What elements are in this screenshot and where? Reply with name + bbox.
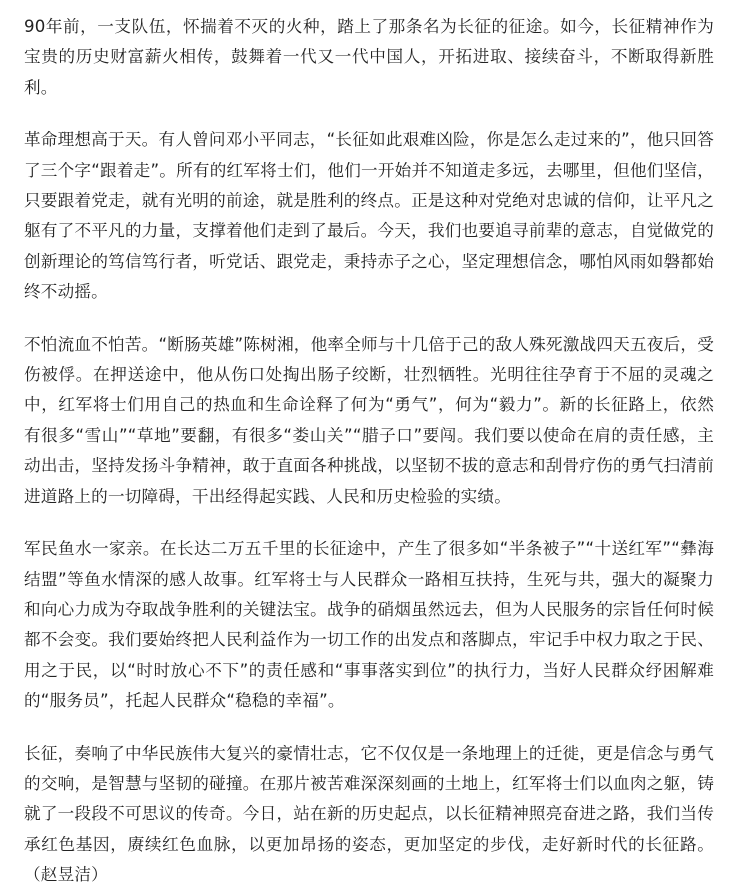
article-body bbox=[24, 12, 714, 891]
paragraph-bravery: 不怕流血不怕苦。“断肠英雄”陈树湘，他率全师与十几倍于己的敌人殊死激战四天五夜后，受伤被俘。在押送途中，他从伤口处掏出肠子绞断，壮烈牺牲。光明往往孕育于不屈的灵魂之中，红军将士们用自己的热血和生命诠释了何为“勇气”，何为“毅力”。新的长征路上，依然有很多“雪山”“草地”要翻，有很多“娄山关”“腊子口”要闯。我们要以使命在肩的责任感，主动出击，坚持发扬斗争精神，敢于直面各种挑战，以坚韧不拔的意志和刮骨疗伤的勇气扫清前进道路上的一切障碍，干出经得起实践、人民和历史检验的实绩。 bbox=[24, 334, 714, 506]
paragraph-revolutionary-ideals: 革命理想高于天。有人曾问邓小平同志，“长征如此艰难凶险，你是怎么走过来的”，他只回答了三个字“跟着走”。所有的红军将士们，他们一开始并不知道走多远，去哪里，但他们坚信，只要跟着党走，就有光明的前途，就是胜利的终点。正是这种对党绝对忠诚的信仰，让平凡之躯有了不平凡的力量，支撑着他们走到了最后。今天，我们也要追寻前辈的意志，自觉做党的创新理论的笃信笃行者，听党话、跟党走，秉持赤子之心，坚定理想信念，哪怕风雨如磐都始终不动摇。 bbox=[24, 130, 714, 302]
paragraph-army-people: 军民鱼水一家亲。在长达二万五千里的长征途中，产生了很多如“半条被子”“十送红军”“彝海结盟”等鱼水情深的感人故事。红军将士与人民群众一路相互扶持，生死与共，强大的凝聚力和向心力成为夺取战争胜利的关键法宝。战争的硝烟虽然远去，但为人民服务的宗旨任何时候都不会变。我们要始终把人民利益作为一切工作的出发点和落脚点，牢记手中权力取之于民、用之于民，以“时时放心不下”的责任感和“事事落实到位”的执行力，当好人民群众纾困解难的“服务员”，托起人民群众“稳稳的幸福”。 bbox=[24, 539, 714, 711]
paragraph-intro: 90年前，一支队伍，怀揣着不灭的火种，踏上了那条名为长征的征途。如今，长征精神作为宝贵的历史财富薪火相传，鼓舞着一代又一代中国人，开拓进取、接续奋斗，不断取得新胜利。 bbox=[24, 17, 714, 97]
paragraph-conclusion: 长征，奏响了中华民族伟大复兴的豪情壮志，它不仅仅是一条地理上的迁徙，更是信念与勇气的交响，是智慧与坚韧的碰撞。在那片被苦难深深刻画的土地上，红军将士们以血肉之躯，铸就了一段段不可思议的传奇。今日，站在新的历史起点，以长征精神照亮奋进之路，我们当传承红色基因，赓续红色血脉，以更加昂扬的姿态，更加坚定的步伐，走好新时代的长征路。（赵昱洁） bbox=[24, 743, 714, 885]
